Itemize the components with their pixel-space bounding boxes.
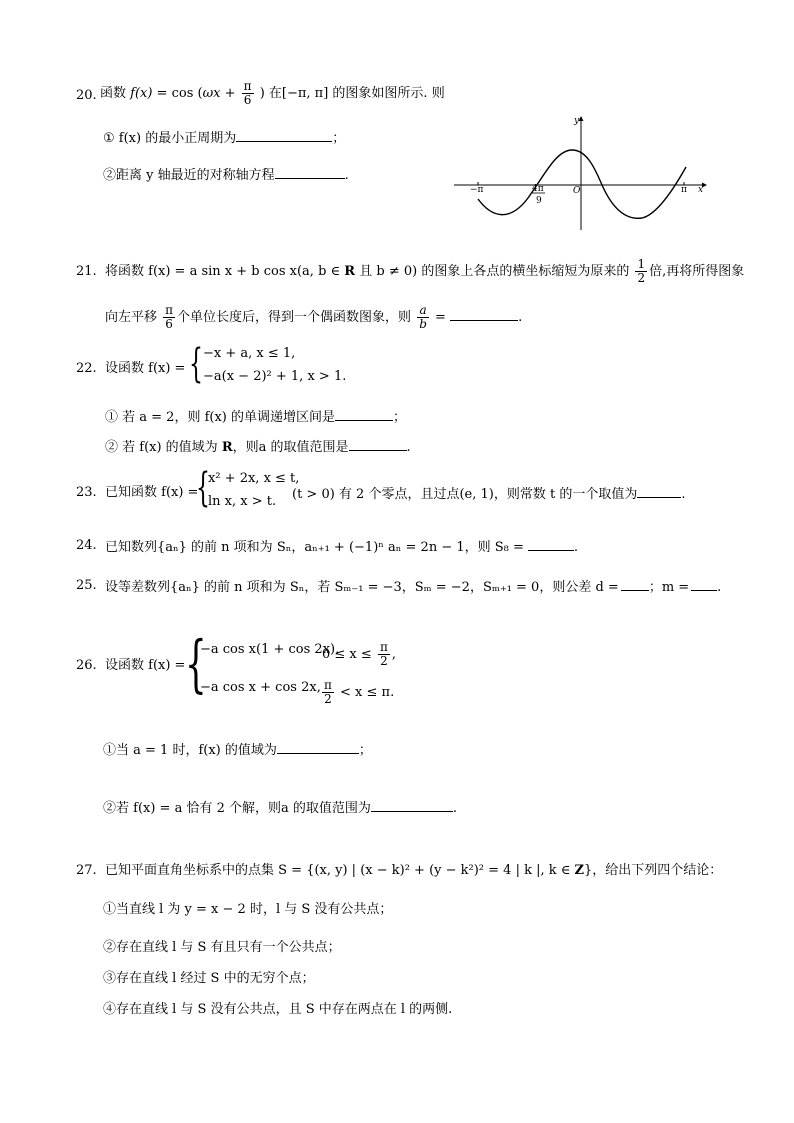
q25-text: 设等差数列{aₙ} 的前 n 项和为 Sₙ，若 Sₘ₋₁ = −3，Sₘ = −2，Sₘ₊₁ = 0，则公差 d = [105, 580, 619, 595]
q27-conclusion-1: ①当直线 l 为 y = x − 2 时，l 与 S 没有公共点； [103, 902, 393, 917]
q26-pi-b: π [324, 678, 332, 692]
q21-fa: a [417, 304, 429, 318]
frac-bot-label: 9 [536, 196, 542, 206]
q22-case1: −x + a, x ≤ 1, [203, 346, 296, 361]
q25-mid: ；m = [648, 580, 690, 595]
answer-blank[interactable] [691, 577, 717, 591]
q26-two-b: 2 [324, 692, 332, 706]
q21-pi: π [165, 303, 174, 317]
answer-blank[interactable] [371, 798, 453, 812]
q21-line2b: 个单位长度后，得到一个偶函数图象，则 [177, 310, 412, 325]
q27-text2: }，给出下列四个结论： [584, 863, 723, 878]
q26-two-a: 2 [380, 654, 388, 668]
q26-part1 [103, 740, 372, 760]
pi-label: π [681, 185, 687, 195]
q23-brace: { [196, 465, 210, 511]
x-label: x [698, 185, 704, 195]
answer-blank[interactable] [236, 128, 332, 142]
q27-conclusion-2: ②存在直线 l 与 S 有且只有一个公共点； [103, 940, 341, 955]
q26-p2a: ②若 f(x) = a 恰有 2 个解，则a 的取值范围为 [103, 801, 371, 816]
q21-number: 21. [76, 264, 97, 279]
q24-line [105, 537, 578, 557]
q26-pi-a: π [379, 640, 388, 654]
q23-b: (t > 0) 有 2 个零点，且过点(e, 1)，则常数 t 的一个取值为 [292, 487, 638, 502]
q20-frac-bot: 6 [243, 93, 252, 107]
q21-R: R [344, 264, 356, 279]
q20-part1-text: ① f(x) 的最小正周期为 [103, 131, 237, 146]
q22-p2c: . [406, 440, 411, 455]
answer-blank[interactable] [277, 740, 359, 754]
q25-number: 25. [76, 578, 97, 593]
origin-label: O [573, 186, 581, 196]
q20-part1-end: ； [332, 131, 346, 146]
q20-number: 20. [76, 88, 97, 103]
q23-end: . [681, 487, 686, 502]
q24-text: 已知数列{aₙ} 的前 n 项和为 Sₙ，aₙ₊₁ + (−1)ⁿ aₙ = 2n − 1，则 S₈ = [105, 540, 524, 555]
q21-eq: = [435, 310, 446, 325]
q26-brace: { [185, 627, 207, 700]
q21-one: 1 [637, 257, 646, 271]
q26-case2: −a cos x + cos 2x, [200, 680, 321, 695]
q26-case2b-text: < x ≤ π. [340, 685, 395, 700]
neg-pi-label: −π [470, 185, 484, 195]
q21-half [635, 258, 647, 285]
q22-brace: { [189, 341, 203, 387]
q21-b: 且 b ≠ 0) 的图象上各点的横坐标缩短为原来的 [355, 264, 630, 279]
q26-case1b-text: 0 ≤ x ≤ [322, 647, 372, 662]
q26-p2b: . [452, 801, 458, 816]
q21-six: 6 [165, 317, 173, 331]
q21-c: 倍,再将所得图象 [649, 264, 745, 279]
q23-number: 23. [76, 485, 97, 500]
y-label: y [574, 116, 580, 126]
q24-number: 24. [76, 538, 97, 553]
q22-p1b: ； [393, 410, 407, 425]
q23-case2: ln x, x > t. [208, 494, 277, 509]
q20-stem-a: 函数 [100, 86, 131, 101]
q26-p1b: ； [358, 743, 372, 758]
q27-number: 27. [76, 863, 97, 878]
q21-end: . [518, 310, 523, 325]
cosine-curve [478, 150, 686, 218]
q21-pi-over-6 [163, 304, 175, 331]
q22-part1 [105, 407, 406, 427]
q21-fb: b [419, 317, 427, 331]
q20-frac-top: π [243, 79, 252, 93]
q20-pi-over-6 [242, 80, 254, 107]
answer-blank[interactable] [349, 437, 407, 451]
q20-part2-text: ②距离 y 轴最近的对称轴方程 [103, 168, 275, 183]
q22-p2b: ，则a 的取值范围是 [232, 440, 349, 455]
q21-a-over-b [417, 304, 429, 331]
q23-rest [292, 484, 685, 504]
q26-number: 26. [76, 658, 97, 673]
q20-f: f(x) = [130, 86, 172, 101]
q20-stem-b: ) 在[−π, π] 的图象如图所示. 则 [259, 86, 445, 101]
q20-stem [100, 80, 445, 107]
answer-blank[interactable] [335, 407, 393, 421]
answer-blank[interactable] [637, 484, 681, 498]
q26-p1a: ①当 a = 1 时，f(x) 的值域为 [103, 743, 277, 758]
q26-comma: , [391, 647, 396, 662]
q20-cos: cos ( [171, 86, 203, 101]
q22-R: R [221, 440, 233, 455]
answer-blank[interactable] [528, 537, 574, 551]
q20-part2-end: . [344, 168, 349, 183]
q22-p2a: ② 若 f(x) 的值域为 [105, 440, 222, 455]
q25-end: . [717, 580, 722, 595]
q22-part2 [105, 437, 411, 457]
q27-stem [105, 862, 722, 880]
answer-blank[interactable] [275, 165, 345, 179]
q22-p1a: ① 若 a = 2，则 f(x) 的单调递增区间是 [105, 410, 335, 425]
q21-two: 2 [637, 271, 646, 285]
q26-part2 [103, 798, 457, 818]
q21-a: 将函数 f(x) = a sin x + b cos x(a, b ∈ [105, 264, 345, 279]
q23-a: 已知函数 f(x) = [105, 485, 199, 500]
q24-end: . [573, 540, 579, 555]
q20-part1 [103, 128, 345, 148]
y-axis-arrow [579, 116, 584, 121]
q26-pi-over-2-b [322, 679, 334, 706]
answer-blank[interactable] [450, 307, 518, 321]
answer-blank[interactable] [621, 577, 649, 591]
q27-conclusion-3: ③存在直线 l 经过 S 中的无穷个点； [103, 971, 315, 986]
q27-Z: Z [574, 863, 585, 878]
q26-case1b [322, 641, 396, 668]
q26-case1: −a cos x(1 + cos 2x), [200, 642, 340, 657]
q27-conclusion-4: ④存在直线 l 与 S 没有公共点，且 S 中存在两点在 l 的两侧. [103, 1002, 453, 1017]
q23-case1: x² + 2x, x ≤ t, [208, 471, 300, 486]
frac-top-label: 4π [532, 184, 544, 194]
q22-number: 22. [76, 361, 97, 376]
q22-a: 设函数 f(x) = [105, 361, 186, 376]
q20-omega: ωx + [202, 86, 240, 101]
q26-case2b [320, 679, 394, 706]
q27-text: 已知平面直角坐标系中的点集 S = {(x, y) | (x − k)² + (y − k²)² = 4 | k |, k ∈ [105, 863, 575, 878]
q25-line [105, 577, 721, 597]
q22-case2: −a(x − 2)² + 1, x > 1. [203, 369, 347, 384]
cosine-graph [452, 112, 708, 234]
q21-line2 [105, 304, 522, 331]
q20-part2 [103, 165, 349, 185]
q21-line2a: 向左平移 [105, 310, 158, 325]
q21-line1 [105, 258, 744, 285]
q26-pi-over-2-a [378, 641, 390, 668]
q26-a: 设函数 f(x) = [105, 658, 186, 673]
